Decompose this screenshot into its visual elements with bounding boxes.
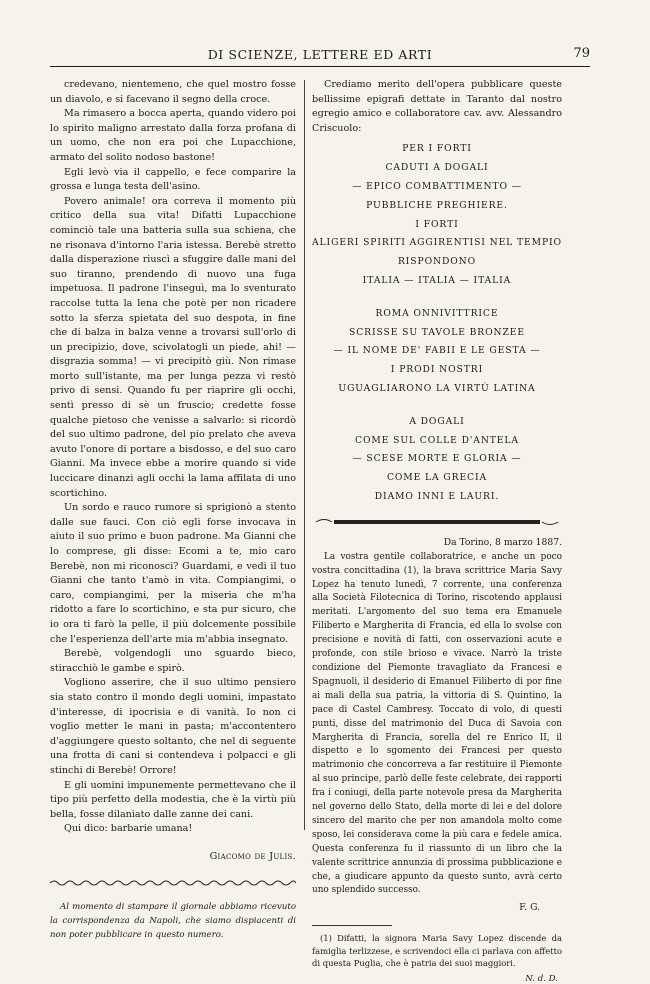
footnote-signature: N. d. D. (525, 973, 558, 984)
ornamental-separator (312, 515, 562, 529)
paragraph: Vogliono asserire, che il suo ultimo pensiero sia stato contro il mondo degli uomini, impastato d'interesse, di ipocrisia e di vanità. Io non ci voglio metter le mani in pasta; m'accontentero d'aggiungere questo soltanto, che nel di seguente una frotta di cani si contendeva i polpacci e gli stinchi di Berebè! Orrore! (50, 677, 296, 776)
paragraph: Berebè, volgendogli uno sguardo bieco, stiracchiò le gambe e spirò. (50, 648, 296, 674)
dateline: Da Torino, 8 marzo 1887. (443, 536, 562, 548)
paragraph: Ma rimasero a bocca aperta, quando videro poi lo spirito maligno arrestato dalla forza profana di un uomo, che non era poi che Lupacchione, armato del solito nodoso bastone! (50, 108, 296, 163)
signature-rest: de Julis. (251, 850, 296, 862)
author-initials: F. G. (519, 902, 540, 914)
paragraph: E gli uomini impunemente permettevano che il tipo più perfetto della modestia, che è la virtù più bella, fosse dilaniato dalle zanne dei cani. (50, 779, 296, 820)
epigraph-line: UGUAGLIARONO LA VIRTÙ LATINA (338, 382, 536, 394)
paragraph: Un sordo e rauco rumore si sprigionò a stento dalle sue fauci. Con ciò egli forse invocava in aiuto il suo primo e buon padrone. Ma Gianni che lo comprese, gli disse: Ecomi a te, mio caro Berebè, non mi riconosci? Guardami, e vedi il tuo Gianni che tanto t'amò in vita. Compiangimi, o caro, compiangimi, per la miseria che m'ha ridotto a fare lo scortichino, e sta pur sicuro, che io ora ti farò la pelle, il più dolcemente possibile che l'esperienza dell'arte mia m'abbia insegnato. (50, 502, 296, 645)
epigraph-block-3 (312, 413, 562, 507)
running-header (50, 44, 590, 67)
epigraph-line: ITALIA — ITALIA — ITALIA (362, 274, 512, 286)
wavy-rule-divider (50, 878, 296, 888)
epigraph-line: ROMA ONNIVITTRICE (375, 307, 499, 319)
epigraph-line: DIAMO INNI E LAURI. (374, 490, 500, 502)
page-number: 79 (573, 46, 590, 61)
epigraph-line: COME LA GRECIA (386, 472, 488, 484)
paragraph: Qui dico: barbarie umana! (64, 823, 193, 835)
author-signature (50, 851, 296, 862)
column-divider (304, 80, 305, 830)
epigraph-line: PER I FORTI (402, 143, 472, 155)
article-body: La vostra gentile collaboratrice, e anche un poco vostra concittadina (1), la brava scrittrice Maria Savy Lopez ha tenuto lunedì, 7 corrente, una conferenza alla Società Filotecnica di Torino, riscotendo applausi meritati. L'argomento del suo tema era Emanuele Filiberto e Margherita di Francia, ed ella lo svolse con precisione e novità di fatti, con osservazioni acute e profonde, con stile brioso e vivace. Narrò la triste condizione del Piemonte travagliato da Francesi e Spagnuoli, il desiderio di Emanuel Filiberto di por fine ai mali della sua patria, la vittoria di S. Quintino, la pace di Castel Cambresy. Toccato di volo, di questi punti, disse del matrimonio del Duca di Savoia con Margherita di Francia, sorella del re Enrico II, il dispetto e lo sgomento dei Francesi per questo matrimonio che concorreva a far restituire il Piemonte al suo principe, parlò delle feste celebrate, dei rapporti fra i coniugi, della parte notevole presa da Margherita nel governo dello Stato, della morte di lei e del dolore sincero del marito che per non amandola molto come sposo, lei considerava come la più cara e fedele amica. Questa conferenza fu il riassunto di un libro che la valente scrittrice annunzia di prossima pubblicazione e che, a giudicare appunto da questo sunto, avrà certo uno splendido successo. (312, 551, 562, 896)
left-column (50, 78, 296, 942)
epigraph-line: CADUTI A DOGALI (385, 162, 489, 174)
epigraph-intro: Crediamo merito dell'opera pubblicare queste bellissime epigrafi dettate in Taranto dal nostro egregio amico e collaboratore cav. avv. Alessandro Criscuolo: (312, 79, 562, 134)
header-title: DI SCIENZE, LETTERE ED ARTI (207, 47, 433, 62)
paragraph: Povero animale! ora correva il momento più critico della sua vita! Difatti Lupacchione cominciò tale una batteria sulla sua schiena, che ne risonava d'intorno l'aria istessa. Berebè stretto dalla disperazione riuscì a sfuggire dalle mani del suo tiranno, prendendo di nuovo una fuga impetuosa. Il padrone l'inseguì, ma lo sventurato raccolse tutta la lena che potè per non ricadere sotto la sferza spietata del suo despota, in fine che di balza in balza venne a trovarsi sull'orlo di un precipizio, dove, scivolatogli un piede, ahi! — disgrazia somma! — vi precipitò giù. Non rimase morto sull'istante, ma per lunga pezza vi restò privo di sensi. Quando fu per riaprire gli occhi, sentì presso di sè un fruscio; credette fosse qualche pietoso che venisse a salvarlo: si ricordò del suo ultimo padrone, del pio prelato che aveva avuto l'onore di portare a bisdosso, e del suo caro Gianni. Ma invece ebbe a morire quando si vide luccicare dinanzi agli occhi la lama affilata di uno scortichino. (50, 195, 296, 499)
epigraph-line: — IL NOME DE' FABII E LE GESTA — (333, 345, 541, 357)
epigraph-line: I FORTI (415, 218, 459, 230)
signature-first: Giacomo (209, 850, 252, 862)
epigraph-line: — SCESE MORTE E GLORIA — (352, 453, 522, 465)
paragraph: credevano, nientemeno, che quel mostro fosse un diavolo, e si facevano il segno della croce. (50, 79, 296, 105)
epigraph-line: COME SUL COLLE D'ANTELA (355, 434, 519, 446)
epigraph-block-2 (312, 305, 562, 399)
epigraph-line: I PRODI NOSTRI (390, 364, 484, 376)
epigraph-line: RISPONDONO (397, 256, 477, 268)
footnote-rule (312, 925, 392, 926)
epigraph-line: — EPICO COMBATTIMENTO — (352, 180, 522, 192)
right-column (312, 78, 562, 984)
epigraph-line: ALIGERI SPIRITI AGGIRENTISI NEL TEMPIO (312, 237, 562, 249)
editorial-note: Al momento di stampare il giornale abbiamo ricevuto la corrispondenza da Napoli, che siamo dispiacenti di non poter pubblicare in questo numero. (50, 901, 296, 940)
footnote: (1) Difatti, la signora Maria Savy Lopez discende da famiglia terlizzese, e scrivendoci ella ci parlava con affetto di questa Puglia, che è patria dei suoi maggiori. (312, 933, 562, 969)
epigraph-line: A DOGALI (409, 415, 465, 427)
epigraph-line: PUBBLICHE PREGHIERE. (366, 199, 508, 211)
epigraph-block-1 (312, 140, 562, 290)
paragraph: Egli levò via il cappello, e fece comparire la grossa e lunga testa dell'asino. (50, 166, 296, 193)
epigraph-line: SCRISSE SU TAVOLE BRONZEE (349, 326, 525, 338)
